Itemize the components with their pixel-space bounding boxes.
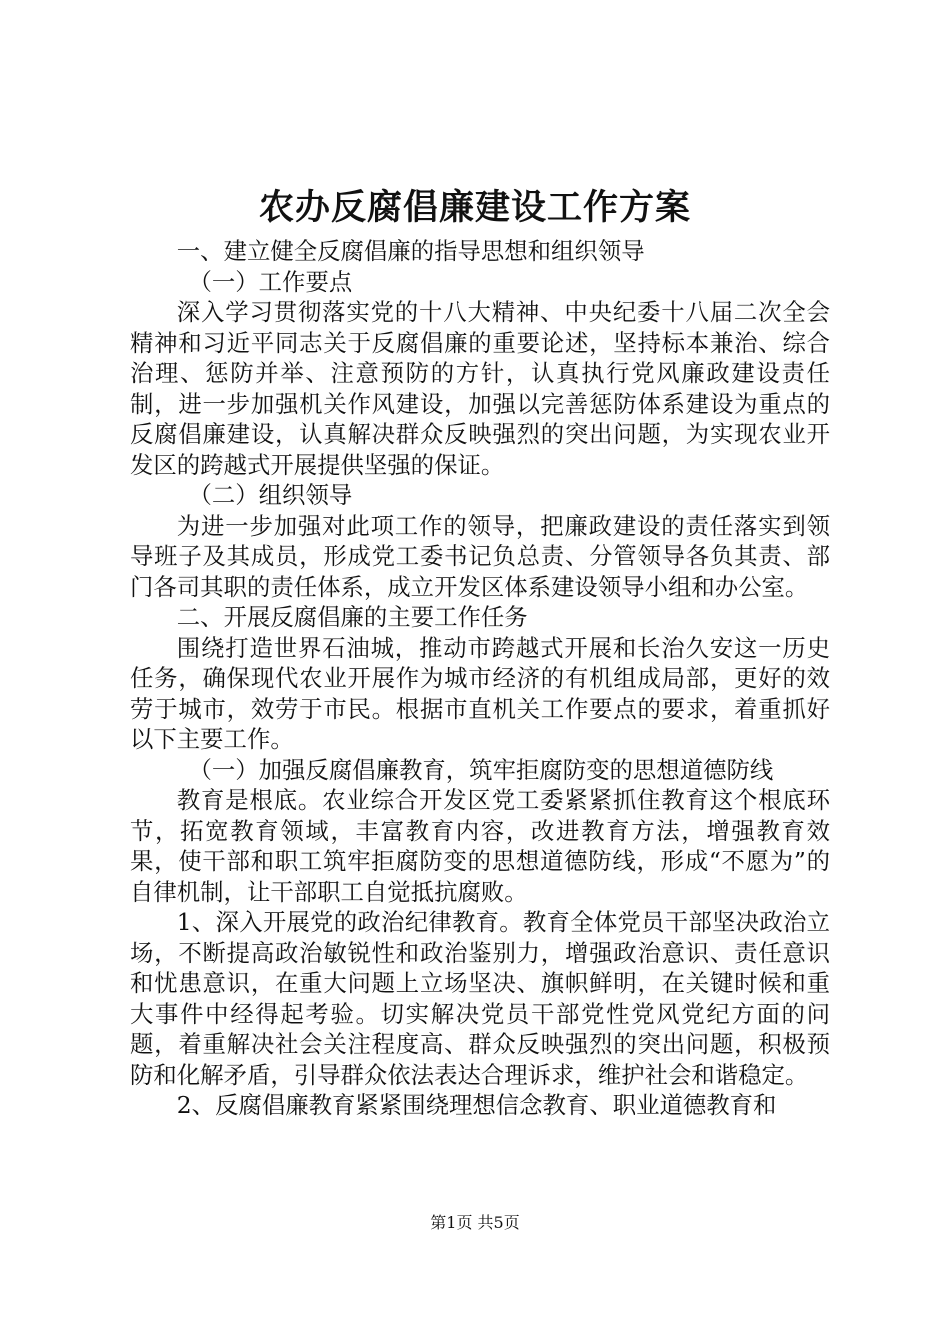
section-heading-1: 一、建立健全反腐倡廉的指导思想和组织领导: [176, 237, 645, 265]
section-heading-2: 二、开展反腐倡廉的主要工作任务: [176, 603, 528, 631]
paragraph-education: 教育是根底。农业综合开发区党工委紧紧抓住教育这个根底环节，拓宽教育领域，丰富教育内容，改进教育方法，增强教育效果，使干部和职工筑牢拒腐防变的思想道德防线，形成“不愿为”的自律机制，让干部职工自觉抵抗腐败。: [130, 786, 830, 906]
paragraph-political-discipline: 1、深入开展党的政治纪律教育。教育全体党员干部坚决政治立场，不断提高政治敏锐性和政治鉴别力，增强政治意识、责任意识和忧患意识，在重大问题上立场坚决、旗帜鲜明，在关键时候和重大事件中经得起考验。切实解决党员干部党性党风党纪方面的问题，着重解决社会关注程度高、群众反映强烈的突出问题，积极预防和化解矛盾，引导群众依法表达合理诉求，维护社会和谐稳定。: [130, 908, 830, 1089]
paragraph-work-points: 深入学习贯彻落实党的十八大精神、中央纪委十八届二次全会精神和习近平同志关于反腐倡廉的重要论述，坚持标本兼治、综合治理、惩防并举、注意预防的方针，认真执行党风廉政建设责任制，进一步加强机关作风建设，加强以完善惩防体系建设为重点的反腐倡廉建设，认真解决群众反映强烈的突出问题，为实现农业开发区的跨越式开展提供坚强的保证。: [130, 298, 830, 479]
document-title: 农办反腐倡廉建设工作方案: [258, 187, 691, 228]
paragraph-organization: 为进一步加强对此项工作的领导，把廉政建设的责任落实到领导班子及其成员，形成党工委书记负总责、分管领导各负其责、部门各司其职的责任体系，成立开发区体系建设领导小组和办公室。: [130, 511, 830, 601]
subheading-education: （一）加强反腐倡廉教育，筑牢拒腐防变的思想道德防线: [188, 755, 774, 784]
subheading-organization: （二）组织领导: [188, 481, 353, 509]
paragraph-ideals-education: 2、反腐倡廉教育紧紧围绕理想信念教育、职业道德教育和: [176, 1091, 777, 1119]
page-footer: 第1页 共5页: [430, 1213, 520, 1232]
paragraph-main-tasks: 围绕打造世界石油城，推动市跨越式开展和长治久安这一历史任务，确保现代农业开展作为城市经济的有机组成局部，更好的效劳于城市，效劳于市民。根据市直机关工作要点的要求，着重抓好以下主要工作。: [130, 633, 830, 753]
subheading-work-points: （一）工作要点: [188, 267, 353, 296]
document-body: [130, 236, 830, 1121]
